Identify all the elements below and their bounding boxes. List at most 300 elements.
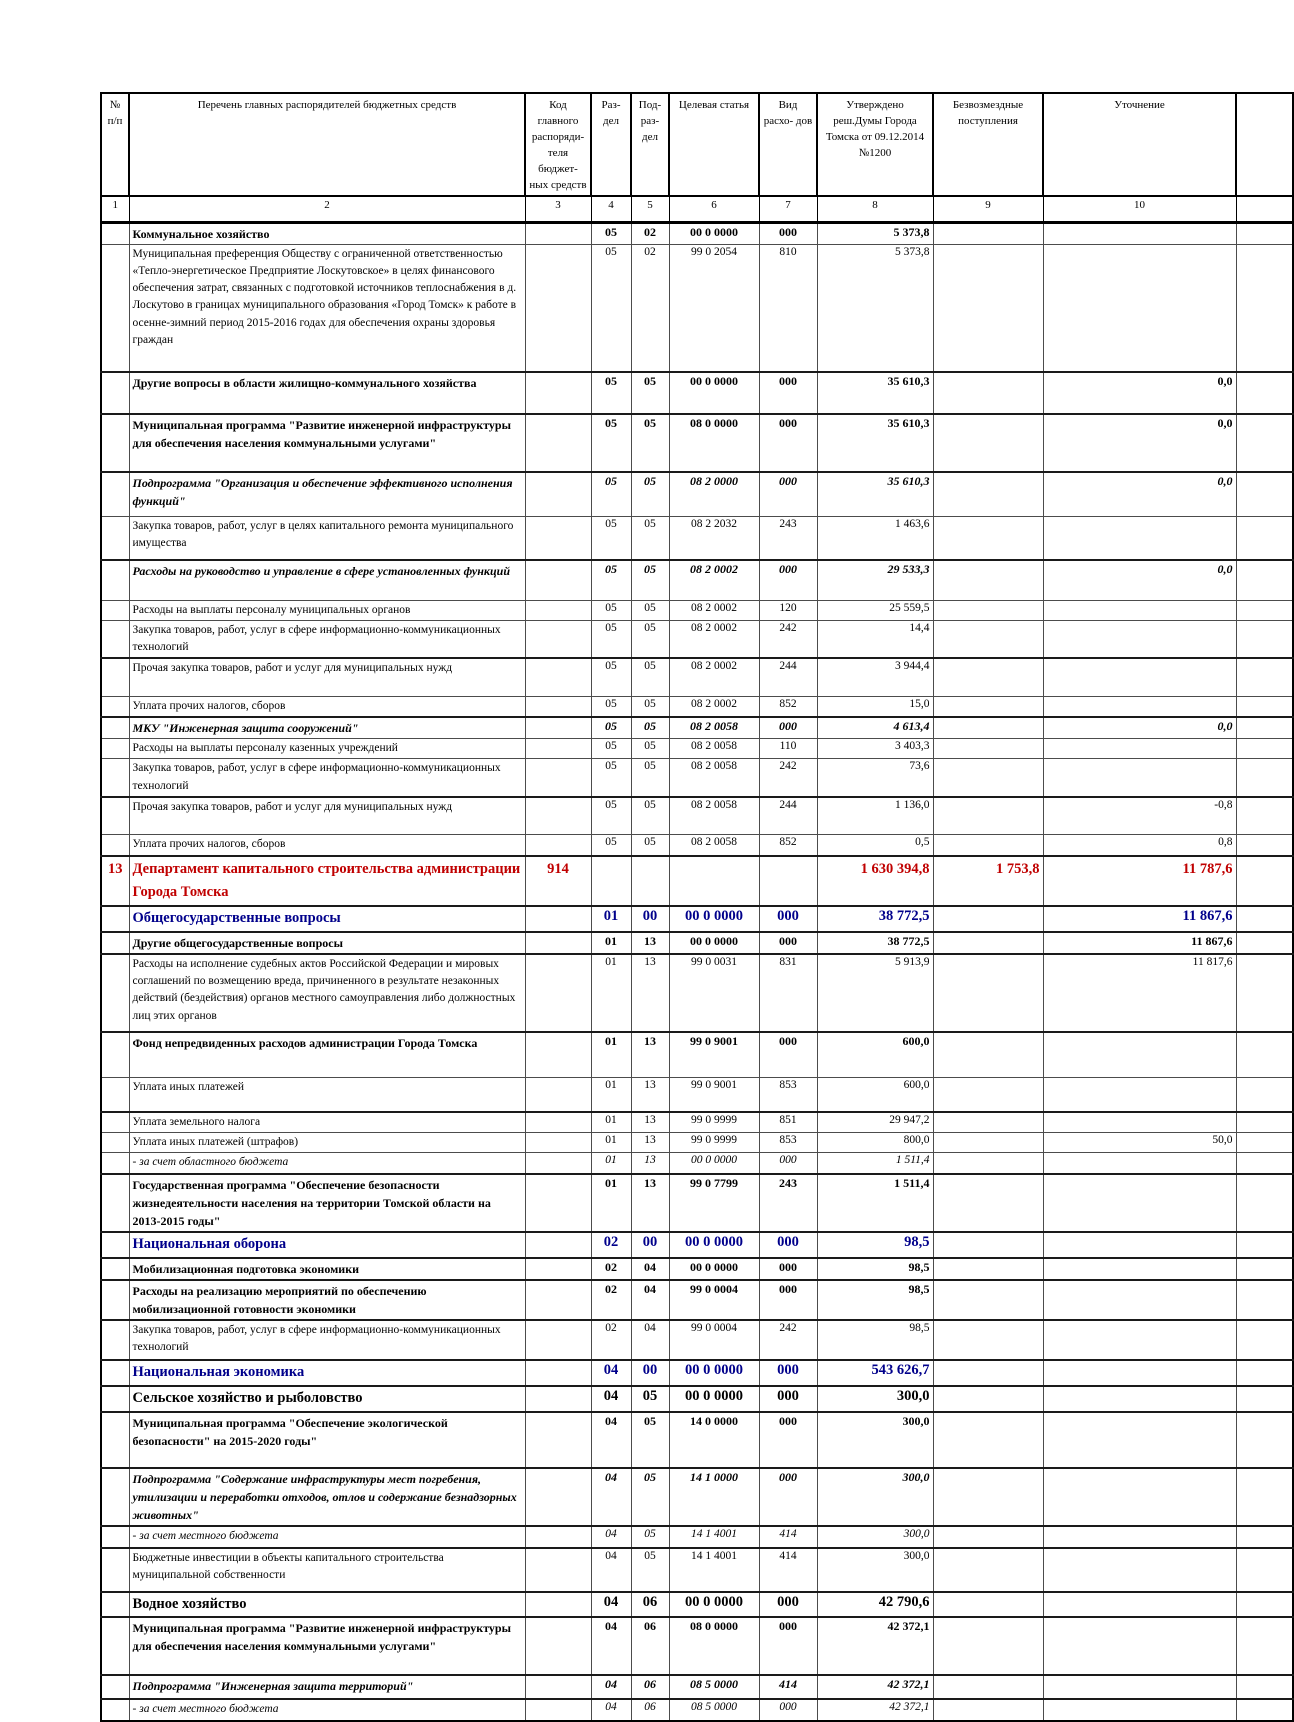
row-number-cell — [101, 1280, 129, 1320]
approved-amount-cell: 300,0 — [817, 1548, 933, 1592]
target-article-cell: 08 5 0000 — [669, 1699, 759, 1720]
clipped-cell — [1236, 1032, 1293, 1078]
grbs-code-cell — [525, 1174, 591, 1232]
table-row — [101, 516, 1293, 560]
razdel-cell: 05 — [591, 739, 631, 759]
podrazdel-cell: 05 — [631, 1526, 669, 1548]
razdel-cell: 01 — [591, 1112, 631, 1133]
podrazdel-cell: 04 — [631, 1320, 669, 1360]
expense-type-cell: 000 — [759, 1153, 817, 1174]
clipped-cell — [1236, 1675, 1293, 1699]
name-cell: - за счет местного бюджета — [129, 1526, 525, 1548]
table-row — [101, 1320, 1293, 1360]
podrazdel-cell: 05 — [631, 1386, 669, 1412]
approved-amount-cell: 35 610,3 — [817, 472, 933, 516]
table-row — [101, 222, 1293, 244]
approved-amount-cell: 1 136,0 — [817, 797, 933, 835]
approved-amount-cell: 25 559,5 — [817, 600, 933, 620]
column-number: 3 — [525, 196, 591, 223]
clipped-cell — [1236, 1320, 1293, 1360]
revision-amount-cell — [1043, 658, 1236, 696]
grbs-code-cell: 914 — [525, 856, 591, 906]
row-number-cell — [101, 1468, 129, 1526]
name-cell: Закупка товаров, работ, услуг в сфере информационно-коммуникационных технологий — [129, 759, 525, 797]
revision-amount-cell — [1043, 1526, 1236, 1548]
expense-type-cell: 243 — [759, 516, 817, 560]
razdel-cell: 04 — [591, 1548, 631, 1592]
podrazdel-cell: 02 — [631, 222, 669, 244]
approved-amount-cell: 35 610,3 — [817, 414, 933, 472]
target-article-cell: 99 0 0004 — [669, 1320, 759, 1360]
name-cell: Прочая закупка товаров, работ и услуг для муниципальных нужд — [129, 658, 525, 696]
grbs-code-cell — [525, 1133, 591, 1153]
expense-type-cell: 000 — [759, 414, 817, 472]
name-cell: Закупка товаров, работ, услуг в сфере информационно-коммуникационных технологий — [129, 620, 525, 658]
approved-amount-cell: 42 372,1 — [817, 1617, 933, 1675]
row-number-cell — [101, 620, 129, 658]
name-cell: Прочая закупка товаров, работ и услуг для муниципальных нужд — [129, 797, 525, 835]
target-article-cell: 08 2 0058 — [669, 739, 759, 759]
row-number-cell — [101, 1078, 129, 1112]
target-article-cell: 99 0 7799 — [669, 1174, 759, 1232]
podrazdel-cell: 00 — [631, 1360, 669, 1386]
grbs-code-cell — [525, 739, 591, 759]
razdel-cell: 05 — [591, 717, 631, 739]
podrazdel-cell: 06 — [631, 1592, 669, 1618]
clipped-cell — [1236, 1468, 1293, 1526]
row-number-cell — [101, 516, 129, 560]
clipped-cell — [1236, 856, 1293, 906]
table-row — [101, 1592, 1293, 1618]
podrazdel-cell: 13 — [631, 954, 669, 1032]
revision-amount-cell — [1043, 1174, 1236, 1232]
grbs-code-cell — [525, 1386, 591, 1412]
table-row — [101, 906, 1293, 932]
podrazdel-cell: 02 — [631, 244, 669, 372]
grbs-code-cell — [525, 1592, 591, 1618]
table-row — [101, 759, 1293, 797]
razdel-cell: 04 — [591, 1526, 631, 1548]
revision-amount-cell — [1043, 1386, 1236, 1412]
header-podrazdel: Под- раз- дел — [631, 93, 669, 196]
approved-amount-cell: 1 630 394,8 — [817, 856, 933, 906]
grants-amount-cell: 1 753,8 — [933, 856, 1043, 906]
clipped-cell — [1236, 372, 1293, 414]
grbs-code-cell — [525, 835, 591, 856]
table-row — [101, 1386, 1293, 1412]
row-number-cell — [101, 1133, 129, 1153]
target-article-cell: 08 2 0058 — [669, 797, 759, 835]
target-article-cell: 08 2 0002 — [669, 620, 759, 658]
clipped-cell — [1236, 1280, 1293, 1320]
revision-amount-cell — [1043, 1617, 1236, 1675]
target-article-cell: 08 2 0000 — [669, 472, 759, 516]
razdel-cell: 01 — [591, 1032, 631, 1078]
grants-amount-cell — [933, 1526, 1043, 1548]
revision-amount-cell: 0,0 — [1043, 372, 1236, 414]
revision-amount-cell: 11 817,6 — [1043, 954, 1236, 1032]
name-cell: Уплата иных платежей — [129, 1078, 525, 1112]
target-article-cell: 14 1 0000 — [669, 1468, 759, 1526]
podrazdel-cell: 13 — [631, 932, 669, 954]
clipped-cell — [1236, 560, 1293, 600]
razdel-cell: 01 — [591, 932, 631, 954]
name-cell: Мобилизационная подготовка экономики — [129, 1258, 525, 1280]
approved-amount-cell: 300,0 — [817, 1468, 933, 1526]
clipped-cell — [1236, 797, 1293, 835]
podrazdel-cell: 05 — [631, 1548, 669, 1592]
clipped-cell — [1236, 516, 1293, 560]
table-row — [101, 932, 1293, 954]
grbs-code-cell — [525, 932, 591, 954]
podrazdel-cell: 06 — [631, 1617, 669, 1675]
razdel-cell: 04 — [591, 1675, 631, 1699]
approved-amount-cell: 300,0 — [817, 1386, 933, 1412]
approved-amount-cell: 73,6 — [817, 759, 933, 797]
row-number-cell: 13 — [101, 856, 129, 906]
name-cell: Подпрограмма "Инженерная защита территорий" — [129, 1675, 525, 1699]
approved-amount-cell: 14,4 — [817, 620, 933, 658]
row-number-cell — [101, 1153, 129, 1174]
row-number-cell — [101, 696, 129, 717]
table-row — [101, 1258, 1293, 1280]
approved-amount-cell: 1 463,6 — [817, 516, 933, 560]
razdel-cell: 05 — [591, 759, 631, 797]
podrazdel-cell: 05 — [631, 1468, 669, 1526]
target-article-cell: 08 2 0058 — [669, 835, 759, 856]
header-clipped-column — [1236, 93, 1293, 196]
clipped-cell — [1236, 244, 1293, 372]
header-name: Перечень главных распорядителей бюджетных средств — [129, 93, 525, 196]
row-number-cell — [101, 472, 129, 516]
revision-amount-cell — [1043, 516, 1236, 560]
grbs-code-cell — [525, 1360, 591, 1386]
grants-amount-cell — [933, 372, 1043, 414]
clipped-cell — [1236, 932, 1293, 954]
target-article-cell: 08 2 0058 — [669, 717, 759, 739]
podrazdel-cell: 00 — [631, 906, 669, 932]
razdel-cell: 05 — [591, 516, 631, 560]
grants-amount-cell — [933, 835, 1043, 856]
podrazdel-cell: 13 — [631, 1112, 669, 1133]
clipped-cell — [1236, 739, 1293, 759]
clipped-cell — [1236, 1386, 1293, 1412]
podrazdel-cell: 05 — [631, 696, 669, 717]
approved-amount-cell: 0,5 — [817, 835, 933, 856]
expense-type-cell: 000 — [759, 932, 817, 954]
target-article-cell: 99 0 9999 — [669, 1112, 759, 1133]
target-article-cell — [669, 856, 759, 906]
row-number-cell — [101, 372, 129, 414]
approved-amount-cell: 98,5 — [817, 1280, 933, 1320]
podrazdel-cell: 04 — [631, 1258, 669, 1280]
revision-amount-cell: 0,8 — [1043, 835, 1236, 856]
grbs-code-cell — [525, 1468, 591, 1526]
table-row — [101, 835, 1293, 856]
revision-amount-cell: 11 787,6 — [1043, 856, 1236, 906]
revision-amount-cell: 0,0 — [1043, 472, 1236, 516]
expense-type-cell: 414 — [759, 1526, 817, 1548]
grants-amount-cell — [933, 1617, 1043, 1675]
grbs-code-cell — [525, 516, 591, 560]
podrazdel-cell: 05 — [631, 372, 669, 414]
expense-type-cell: 000 — [759, 472, 817, 516]
razdel-cell: 05 — [591, 600, 631, 620]
target-article-cell: 08 2 2032 — [669, 516, 759, 560]
name-cell: - за счет областного бюджета — [129, 1153, 525, 1174]
grants-amount-cell — [933, 222, 1043, 244]
approved-amount-cell: 35 610,3 — [817, 372, 933, 414]
approved-amount-cell: 600,0 — [817, 1078, 933, 1112]
podrazdel-cell: 05 — [631, 472, 669, 516]
grants-amount-cell — [933, 1112, 1043, 1133]
grbs-code-cell — [525, 797, 591, 835]
grants-amount-cell — [933, 516, 1043, 560]
approved-amount-cell: 3 944,4 — [817, 658, 933, 696]
grbs-code-cell — [525, 658, 591, 696]
column-number: 7 — [759, 196, 817, 223]
razdel-cell: 05 — [591, 244, 631, 372]
name-cell: Закупка товаров, работ, услуг в целях капитального ремонта муниципального имущества — [129, 516, 525, 560]
clipped-cell — [1236, 1548, 1293, 1592]
name-cell: Расходы на реализацию мероприятий по обеспечению мобилизационной готовности экономики — [129, 1280, 525, 1320]
razdel-cell: 05 — [591, 560, 631, 600]
podrazdel-cell — [631, 856, 669, 906]
grbs-code-cell — [525, 620, 591, 658]
revision-amount-cell — [1043, 1232, 1236, 1258]
clipped-cell — [1236, 1526, 1293, 1548]
expense-type-cell: 810 — [759, 244, 817, 372]
target-article-cell: 00 0 0000 — [669, 372, 759, 414]
target-article-cell: 14 1 4001 — [669, 1548, 759, 1592]
expense-type-cell: 242 — [759, 620, 817, 658]
row-number-cell — [101, 1675, 129, 1699]
clipped-cell — [1236, 1360, 1293, 1386]
column-number — [1236, 196, 1293, 223]
target-article-cell: 08 2 0002 — [669, 696, 759, 717]
expense-type-cell: 414 — [759, 1675, 817, 1699]
clipped-cell — [1236, 759, 1293, 797]
expense-type-cell: 000 — [759, 1386, 817, 1412]
grbs-code-cell — [525, 1617, 591, 1675]
target-article-cell: 08 0 0000 — [669, 414, 759, 472]
grants-amount-cell — [933, 1174, 1043, 1232]
row-number-cell — [101, 222, 129, 244]
grants-amount-cell — [933, 1468, 1043, 1526]
revision-amount-cell — [1043, 1699, 1236, 1720]
grants-amount-cell — [933, 1133, 1043, 1153]
grants-amount-cell — [933, 1258, 1043, 1280]
table-row — [101, 1675, 1293, 1699]
expense-type-cell: 000 — [759, 1617, 817, 1675]
approved-amount-cell: 5 913,9 — [817, 954, 933, 1032]
name-cell: Государственная программа "Обеспечение безопасности жизнедеятельности населения на территории Томской области на 2013-2015 годы" — [129, 1174, 525, 1232]
expense-type-cell: 000 — [759, 560, 817, 600]
table-row — [101, 954, 1293, 1032]
grants-amount-cell — [933, 472, 1043, 516]
grants-amount-cell — [933, 1592, 1043, 1618]
table-row — [101, 658, 1293, 696]
header-grbs-code: Код главного распоряди- теля бюджет- ных средств — [525, 93, 591, 196]
clipped-cell — [1236, 1232, 1293, 1258]
header-razdel: Раз- дел — [591, 93, 631, 196]
header-row-number: № п/п — [101, 93, 129, 196]
razdel-cell: 04 — [591, 1592, 631, 1618]
grbs-code-cell — [525, 759, 591, 797]
expense-type-cell: 000 — [759, 1468, 817, 1526]
target-article-cell: 08 2 0002 — [669, 560, 759, 600]
clipped-cell — [1236, 1133, 1293, 1153]
approved-amount-cell: 42 372,1 — [817, 1699, 933, 1720]
approved-amount-cell: 38 772,5 — [817, 906, 933, 932]
clipped-cell — [1236, 1174, 1293, 1232]
column-number: 8 — [817, 196, 933, 223]
revision-amount-cell — [1043, 1032, 1236, 1078]
expense-type-cell: 000 — [759, 1280, 817, 1320]
target-article-cell: 14 1 4001 — [669, 1526, 759, 1548]
table-row — [101, 600, 1293, 620]
header-expense-type: Вид расхо- дов — [759, 93, 817, 196]
expense-type-cell: 000 — [759, 222, 817, 244]
grants-amount-cell — [933, 1386, 1043, 1412]
table-row — [101, 696, 1293, 717]
revision-amount-cell: -0,8 — [1043, 797, 1236, 835]
row-number-cell — [101, 414, 129, 472]
name-cell: Национальная оборона — [129, 1232, 525, 1258]
podrazdel-cell: 05 — [631, 600, 669, 620]
razdel-cell: 01 — [591, 954, 631, 1032]
revision-amount-cell — [1043, 1320, 1236, 1360]
podrazdel-cell: 05 — [631, 1412, 669, 1468]
grants-amount-cell — [933, 797, 1043, 835]
grants-amount-cell — [933, 1078, 1043, 1112]
header-approved: Утверждено реш.Думы Города Томска от 09.12.2014 №1200 — [817, 93, 933, 196]
grbs-code-cell — [525, 1153, 591, 1174]
target-article-cell: 00 0 0000 — [669, 222, 759, 244]
razdel-cell: 04 — [591, 1386, 631, 1412]
podrazdel-cell: 05 — [631, 414, 669, 472]
grbs-code-cell — [525, 1280, 591, 1320]
expense-type-cell: 000 — [759, 1360, 817, 1386]
table-row — [101, 1078, 1293, 1112]
table-row — [101, 1360, 1293, 1386]
grants-amount-cell — [933, 244, 1043, 372]
row-number-cell — [101, 1112, 129, 1133]
target-article-cell: 99 0 9001 — [669, 1032, 759, 1078]
grbs-code-cell — [525, 600, 591, 620]
clipped-cell — [1236, 835, 1293, 856]
approved-amount-cell: 5 373,8 — [817, 222, 933, 244]
row-number-cell — [101, 560, 129, 600]
grants-amount-cell — [933, 620, 1043, 658]
row-number-cell — [101, 717, 129, 739]
grbs-code-cell — [525, 244, 591, 372]
expense-type-cell: 000 — [759, 1412, 817, 1468]
row-number-cell — [101, 658, 129, 696]
razdel-cell: 05 — [591, 696, 631, 717]
approved-amount-cell: 38 772,5 — [817, 932, 933, 954]
row-number-cell — [101, 1232, 129, 1258]
name-cell: Национальная экономика — [129, 1360, 525, 1386]
razdel-cell: 01 — [591, 1153, 631, 1174]
row-number-cell — [101, 1258, 129, 1280]
table-row — [101, 1280, 1293, 1320]
table-row — [101, 1412, 1293, 1468]
budget-table — [100, 92, 1294, 1722]
column-number: 5 — [631, 196, 669, 223]
revision-amount-cell — [1043, 620, 1236, 658]
clipped-cell — [1236, 954, 1293, 1032]
grbs-code-cell — [525, 1032, 591, 1078]
approved-amount-cell: 29 947,2 — [817, 1112, 933, 1133]
target-article-cell: 99 0 0031 — [669, 954, 759, 1032]
name-cell: Муниципальная программа "Обеспечение экологической безопасности" на 2015-2020 годы" — [129, 1412, 525, 1468]
podrazdel-cell: 13 — [631, 1032, 669, 1078]
revision-amount-cell — [1043, 1468, 1236, 1526]
grbs-code-cell — [525, 372, 591, 414]
name-cell: Подпрограмма "Содержание инфраструктуры мест погребения, утилизации и переработки отходов, отлов и содержание безнадзорных животных" — [129, 1468, 525, 1526]
grbs-code-cell — [525, 1548, 591, 1592]
grbs-code-cell — [525, 1258, 591, 1280]
podrazdel-cell: 13 — [631, 1078, 669, 1112]
table-row — [101, 620, 1293, 658]
name-cell: МКУ "Инженерная защита сооружений" — [129, 717, 525, 739]
grbs-code-cell — [525, 696, 591, 717]
table-row — [101, 472, 1293, 516]
target-article-cell: 00 0 0000 — [669, 1386, 759, 1412]
target-article-cell: 00 0 0000 — [669, 1592, 759, 1618]
revision-amount-cell — [1043, 1112, 1236, 1133]
podrazdel-cell: 05 — [631, 658, 669, 696]
grants-amount-cell — [933, 1032, 1043, 1078]
name-cell: Уплата земельного налога — [129, 1112, 525, 1133]
grants-amount-cell — [933, 1548, 1043, 1592]
row-number-cell — [101, 906, 129, 932]
revision-amount-cell: 0,0 — [1043, 560, 1236, 600]
grants-amount-cell — [933, 1412, 1043, 1468]
grbs-code-cell — [525, 1232, 591, 1258]
podrazdel-cell: 05 — [631, 739, 669, 759]
expense-type-cell: 000 — [759, 1258, 817, 1280]
row-number-cell — [101, 1386, 129, 1412]
target-article-cell: 08 2 0002 — [669, 658, 759, 696]
podrazdel-cell: 05 — [631, 759, 669, 797]
revision-amount-cell — [1043, 222, 1236, 244]
table-row — [101, 856, 1293, 906]
expense-type-cell — [759, 856, 817, 906]
revision-amount-cell: 50,0 — [1043, 1133, 1236, 1153]
table-row — [101, 739, 1293, 759]
approved-amount-cell: 1 511,4 — [817, 1153, 933, 1174]
podrazdel-cell: 13 — [631, 1153, 669, 1174]
clipped-cell — [1236, 658, 1293, 696]
target-article-cell: 00 0 0000 — [669, 1153, 759, 1174]
grbs-code-cell — [525, 1675, 591, 1699]
approved-amount-cell: 3 403,3 — [817, 739, 933, 759]
podrazdel-cell: 05 — [631, 717, 669, 739]
podrazdel-cell: 13 — [631, 1133, 669, 1153]
row-number-cell — [101, 1032, 129, 1078]
grants-amount-cell — [933, 560, 1043, 600]
revision-amount-cell — [1043, 1412, 1236, 1468]
column-number: 9 — [933, 196, 1043, 223]
name-cell: Расходы на руководство и управление в сфере установленных функций — [129, 560, 525, 600]
grbs-code-cell — [525, 1526, 591, 1548]
revision-amount-cell — [1043, 759, 1236, 797]
podrazdel-cell: 13 — [631, 1174, 669, 1232]
revision-amount-cell: 11 867,6 — [1043, 932, 1236, 954]
grbs-code-cell — [525, 1412, 591, 1468]
